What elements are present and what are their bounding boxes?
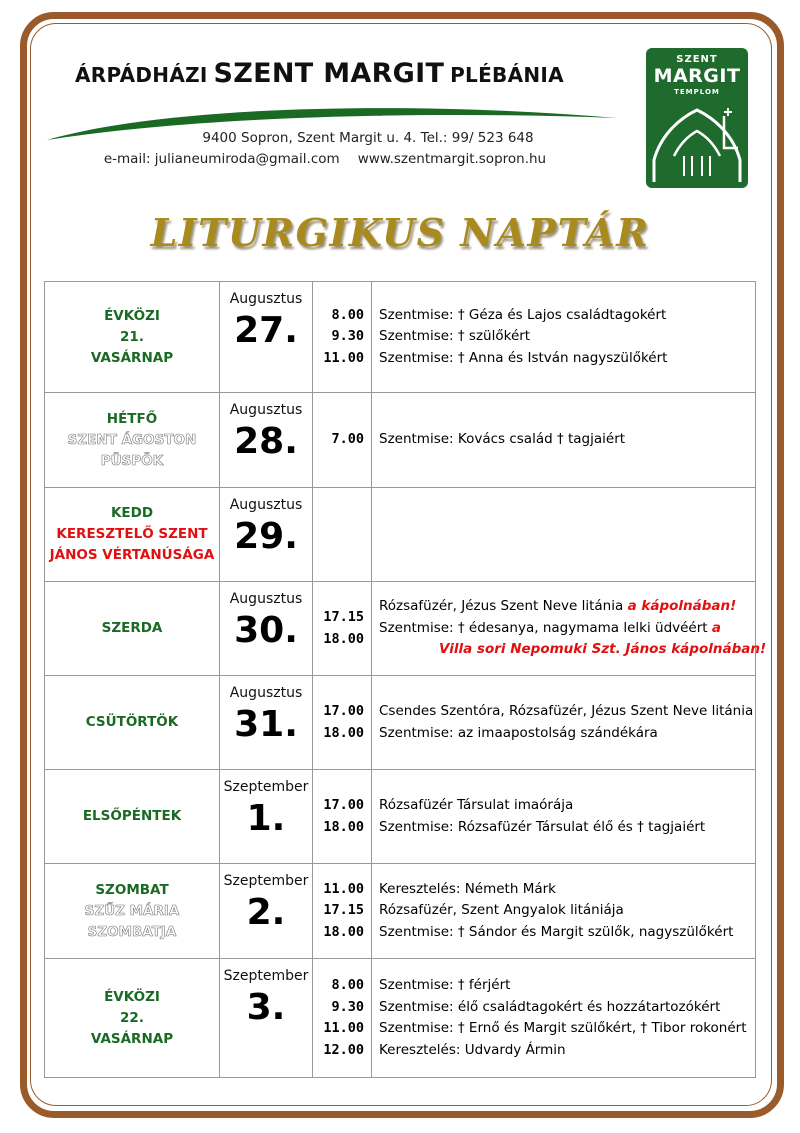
calendar-row: [45, 959, 756, 1078]
day-name-line: SZOMBATJA: [87, 923, 177, 940]
service-time: 18.00: [323, 923, 364, 940]
parish-title: [75, 58, 615, 89]
title-prefix: ÁRPÁDHÁZI: [75, 63, 208, 87]
service-time: 12.00: [323, 1041, 364, 1058]
email-text: e-mail: julianeumiroda@gmail.com: [103, 151, 340, 167]
day-name-line: ÉVKÖZI: [104, 988, 160, 1005]
description-cell: [372, 282, 756, 393]
highlight-text: a kápolnában!: [627, 598, 737, 615]
description-cell: [372, 676, 756, 770]
description-cell: [372, 393, 756, 488]
service-description: Szentmise: Rózsafüzér Társulat élő és † tagjaiért: [379, 818, 706, 835]
time-cell: [313, 393, 372, 488]
service-time: 17.15: [323, 902, 364, 919]
month-label: Augusztus: [229, 497, 303, 513]
day-name-line: CSÜTÖRTÖK: [85, 714, 179, 730]
website-text: www.szentmargit.sopron.hu: [357, 151, 547, 167]
church-logo: [646, 48, 748, 188]
day-number: 30.: [234, 610, 298, 651]
day-name-line: ELSŐPÉNTEK: [82, 808, 182, 824]
day-number: 27.: [234, 310, 298, 351]
service-description: Szentmise: † Anna és István nagyszülőkért: [379, 349, 668, 366]
date-cell: [220, 282, 313, 393]
page-title: LITURGIKUS NAPTÁR: [150, 210, 650, 255]
service-time: 17.00: [323, 703, 364, 719]
day-name-line: VASÁRNAP: [90, 1030, 174, 1047]
calendar-table: [44, 281, 767, 1078]
time-cell: [313, 582, 372, 676]
calendar-row: [45, 770, 756, 864]
service-time: 18.00: [323, 818, 364, 835]
calendar-row: [45, 282, 756, 393]
service-time: 9.30: [331, 328, 364, 345]
highlight-text: Villa sori Nepomuki Szt. János kápolnában!: [439, 641, 767, 658]
month-label: Szeptember: [223, 779, 309, 795]
month-label: Szeptember: [223, 873, 309, 889]
date-cell: [220, 770, 313, 864]
day-name-line: SZŰZ MÁRIA: [84, 902, 180, 919]
day-number: 1.: [246, 798, 286, 839]
service-time: 18.00: [323, 630, 364, 647]
service-time: 11.00: [323, 1020, 364, 1036]
date-cell: [220, 864, 313, 959]
service-description: Keresztelés: Udvardy Ármin: [379, 1041, 566, 1058]
day-name-cell: [45, 959, 220, 1078]
day-name-line: PÜSPÖK: [100, 452, 164, 469]
day-name-line: KEDD: [110, 505, 154, 521]
service-description: Szentmise: az imaapostolság szándékára: [379, 724, 658, 741]
service-description: Szentmise: Kovács család † tagjaiért: [379, 431, 626, 448]
description-line: [379, 596, 755, 618]
service-description: Szentmise: † Géza és Lajos családtagokért: [379, 306, 667, 323]
service-time: 7.00: [331, 431, 364, 448]
day-name-line: VASÁRNAP: [90, 349, 174, 366]
calendar-row: [45, 488, 756, 582]
service-time: 11.00: [323, 349, 364, 366]
day-name-cell: [45, 582, 220, 676]
date-cell: [220, 393, 313, 488]
service-description: Csendes Szentóra, Rózsafüzér, Jézus Szent Neve litánia: [379, 703, 754, 719]
day-name-line: JÁNOS VÉRTANÚSÁGA: [49, 547, 215, 563]
service-description: Szentmise: † szülőkért: [379, 328, 531, 345]
day-name-line: 21.: [120, 328, 144, 345]
day-name-line: KERESZTELŐ SZENT: [56, 526, 208, 542]
description-cell: [372, 959, 756, 1078]
service-description: Szentmise: † édesanya, nagymama lelki üdvéért: [379, 619, 708, 636]
month-label: Augusztus: [229, 591, 303, 607]
day-name-line: SZERDA: [101, 620, 163, 636]
description-cell: [372, 864, 756, 959]
month-label: Szeptember: [223, 968, 309, 984]
church-building-icon: [646, 98, 748, 188]
date-cell: [220, 676, 313, 770]
time-cell: [313, 864, 372, 959]
contact-line: [45, 151, 605, 167]
date-cell: [220, 582, 313, 676]
day-number: 2.: [246, 892, 286, 933]
service-description: Szentmise: † férjért: [379, 977, 511, 993]
service-time: 18.00: [323, 724, 364, 741]
service-time: 17.00: [323, 797, 364, 813]
address-line: 9400 Sopron, Szent Margit u. 4. Tel.: 99/ 523 648: [202, 130, 534, 146]
date-cell: [220, 488, 313, 582]
day-name-cell: [45, 282, 220, 393]
description-line: [379, 639, 767, 661]
service-description: Szentmise: élő családtagokért és hozzátartozókért: [379, 998, 721, 1015]
day-number: 28.: [234, 421, 298, 462]
day-name-line: SZOMBAT: [95, 881, 169, 898]
service-description: Szentmise: † Sándor és Margit szülők, nagyszülőkért: [379, 923, 734, 940]
title-suffix: PLÉBÁNIA: [450, 63, 564, 87]
highlight-text: a: [711, 619, 722, 636]
service-description: Rózsafüzér, Szent Angyalok litániája: [379, 902, 624, 919]
service-time: 8.00: [331, 977, 364, 993]
month-label: Augusztus: [229, 291, 303, 307]
calendar-row: [45, 864, 756, 959]
service-time: 11.00: [323, 880, 364, 897]
description-cell: [372, 488, 756, 582]
service-description: Rózsafüzér, Jézus Szent Neve litánia: [379, 598, 624, 615]
service-description: Szentmise: † Ernő és Margit szülőkért, † Tibor rokonért: [379, 1020, 747, 1036]
logo-line2: MARGIT: [653, 65, 741, 87]
day-name-line: HÉTFŐ: [106, 410, 158, 427]
calendar-row: [45, 582, 756, 676]
day-number: 29.: [234, 516, 298, 557]
service-time: 9.30: [331, 998, 364, 1015]
logo-line3: TEMPLOM: [674, 88, 720, 96]
description-cell: [372, 582, 767, 676]
service-description: Keresztelés: Németh Márk: [379, 880, 556, 897]
logo-line1: SZENT: [676, 54, 718, 65]
service-time: 8.00: [331, 306, 364, 323]
day-name-cell: [45, 770, 220, 864]
description-line: [379, 618, 755, 640]
day-name-cell: [45, 393, 220, 488]
service-time: 17.15: [323, 609, 364, 625]
time-cell: [313, 282, 372, 393]
calendar-row: [45, 676, 756, 770]
time-cell: [313, 488, 372, 582]
day-name-cell: [45, 676, 220, 770]
day-name-cell: [45, 488, 220, 582]
calendar-row: [45, 393, 756, 488]
title-main: SZENT MARGIT: [213, 58, 445, 89]
month-label: Augusztus: [229, 685, 303, 701]
day-number: 31.: [234, 704, 298, 745]
description-cell: [372, 770, 756, 864]
date-cell: [220, 959, 313, 1078]
day-name-line: ÉVKÖZI: [104, 307, 160, 324]
time-cell: [313, 676, 372, 770]
service-description: Rózsafüzér Társulat imaórája: [379, 797, 574, 813]
day-number: 3.: [246, 987, 286, 1028]
time-cell: [313, 770, 372, 864]
day-name-cell: [45, 864, 220, 959]
day-name-line: SZENT ÁGOSTON: [67, 431, 197, 448]
time-cell: [313, 959, 372, 1078]
month-label: Augusztus: [229, 402, 303, 418]
day-name-line: 22.: [120, 1009, 144, 1026]
